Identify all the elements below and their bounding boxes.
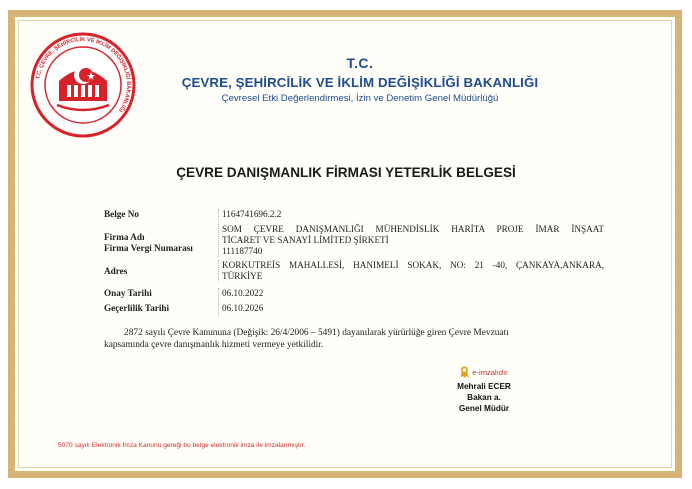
- onay-label: Onay Tarihi: [104, 288, 152, 298]
- header-directorate: Çevresel Etki Değerlendirmesi, İzin ve Denetim Genel Müdürlüğü: [221, 93, 499, 104]
- firma-values: [218, 224, 604, 257]
- firma-labels: [104, 224, 218, 257]
- adres-line1: KORKUTREİS MAHALLESİ, HANIMELİ SOKAK, NO: 21 -40, ÇANKAYA,ANKARA,: [222, 260, 604, 270]
- field-row-onay: [104, 288, 604, 302]
- firma-vergi-label: Firma Vergi Numarası: [104, 243, 193, 253]
- signer-name: Mehrali ECER: [457, 382, 511, 391]
- field-row-firma: [104, 224, 604, 257]
- adres-label: Adres: [104, 266, 128, 276]
- belge-no-value: 1164741696.2.2: [218, 209, 604, 223]
- firma-vergi-value: 111187740: [222, 246, 263, 256]
- seal-ring-text: T.C. ÇEVRE, ŞEHİRCİLİK VE İKLİM DEĞİŞİKLİĞİ BAKANLIĞI: [35, 36, 132, 113]
- field-row-gecerlilik: [104, 303, 604, 317]
- header: [140, 55, 580, 104]
- field-row-belge-no: [104, 209, 604, 223]
- ministry-seal: [29, 31, 137, 139]
- adres-values: [218, 260, 604, 282]
- body-line-1: 2872 sayılı Çevre Kanununa (Değişik: 26/4/2006 – 5491) dayanılarak yürürlüğe giren Çevre Mevzuatı: [124, 328, 509, 338]
- esign-row: [436, 366, 532, 378]
- signature-block: [436, 366, 532, 414]
- certificate-fields: [104, 209, 604, 317]
- footer-note: 5070 sayılı Elektronik İmza Kanunu gereği bu belge elektronik imza ile imzalanmıştır.: [58, 442, 306, 449]
- signer-for: Bakan a.: [467, 393, 501, 402]
- firma-adi-line2: TİCARET VE SANAYİ LİMİTED ŞİRKETİ: [222, 235, 389, 245]
- header-tc: T.C.: [346, 55, 374, 71]
- firma-adi-label: Firma Adı: [104, 232, 145, 242]
- signer-title: Genel Müdür: [458, 404, 510, 413]
- authorization-text: [104, 327, 588, 351]
- field-row-adres: [104, 260, 604, 282]
- firma-adi-line1: SOM ÇEVRE DANIŞMANLIĞI MÜHENDİSLİK HARİTA PROJE İMAR İNŞAAT: [222, 224, 604, 234]
- gecerlilik-value: 06.10.2026: [218, 303, 604, 317]
- esign-label: e-imzalıdır: [472, 367, 508, 377]
- onay-value: 06.10.2022: [218, 288, 604, 302]
- esign-ribbon-icon: [460, 366, 469, 378]
- adres-line2: TÜRKİYE: [222, 271, 263, 281]
- body-line-2: kapsamında çevre danışmanlık hizmeti vermeye yetkilidir.: [104, 340, 324, 350]
- belge-no-label: Belge No: [104, 209, 139, 219]
- header-ministry: ÇEVRE, ŞEHİRCİLİK VE İKLİM DEĞİŞİKLİĞİ BAKANLIĞI: [181, 75, 539, 90]
- document-title: ÇEVRE DANIŞMANLIK FİRMASI YETERLİK BELGESİ: [176, 165, 516, 180]
- gecerlilik-label: Geçerlilik Tarihi: [104, 303, 170, 313]
